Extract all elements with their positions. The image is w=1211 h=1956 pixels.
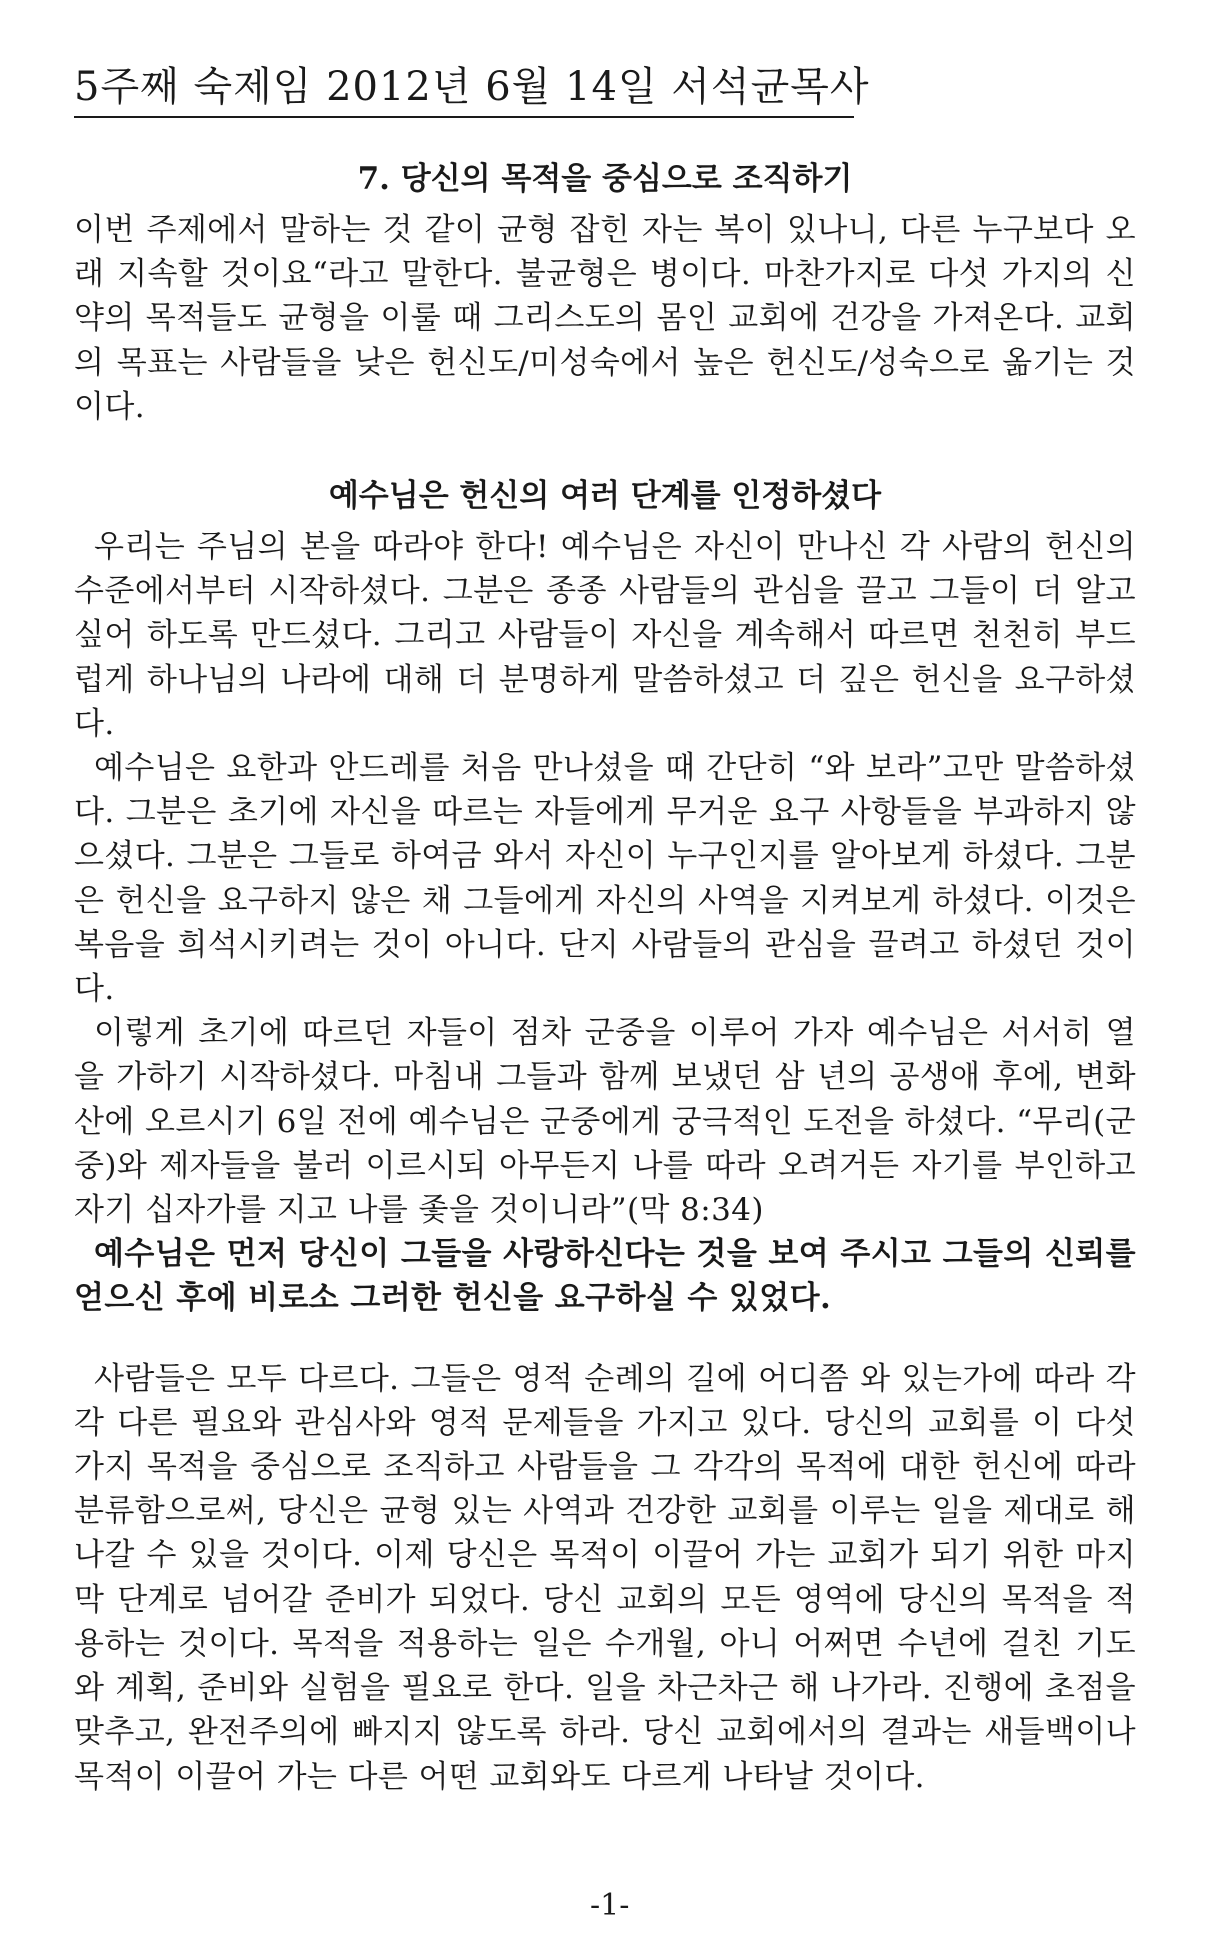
section1-paragraph: 이번 주제에서 말하는 것 같이 균형 잡힌 자는 복이 있나니, 다른 누구보다 오래 지속할 것이요“라고 말한다. 불균형은 병이다. 마찬가지로 다섯 가지의 신약의 목적들도 균형을 이룰 때 그리스도의 몸인 교회에 건강을 가져온다. 교회의 목표는 사람들을 낮은 헌신도/미성숙에서 높은 헌신도/성숙으로 옮기는 것이다.: [74, 212, 1136, 425]
section-spacer: [74, 429, 1136, 467]
section-spacer: [74, 1321, 1136, 1357]
section2-paragraph-4: 예수님은 먼저 당신이 그들을 사랑하신다는 것을 보여 주시고 그들의 신뢰를 얻으신 후에 비로소 그러한 헌신을 요구하실 수 있었다.: [74, 1236, 1136, 1317]
section2-paragraph-2: 예수님은 요한과 안드레를 처음 만나셨을 때 간단히 “와 보라”고만 말씀하셨다. 그분은 초기에 자신을 따르는 자들에게 무거운 요구 사항들을 부과하지 않으셨다. 그분은 그들로 하여금 와서 자신이 누구인지를 알아보게 하셨다. 그분은 헌신을 요구하지 않은 채 그들에게 자신의 사역을 지켜보게 하셨다. 이것은 복음을 희석시키려는 것이 아니다. 단지 사람들의 관심을 끌려고 하셨던 것이다.: [74, 750, 1136, 1008]
section-title-organize-by-purpose: 7. 당신의 목적을 중심으로 조직하기: [357, 161, 853, 197]
section2-paragraph-3: 이렇게 초기에 따르던 자들이 점차 군중을 이루어 가자 예수님은 서서히 열을 가하기 시작하셨다. 마침내 그들과 함께 보냈던 삼 년의 공생애 후에, 변화산에 오르시기 6일 전에 예수님은 군중에게 궁극적인 도전을 하셨다. “무리(군중)와 제자들을 불러 이르시되 아무든지 나를 따라 오려거든 자기를 부인하고 자기 십자가를 지고 나를 좇을 것이니라”(막 8:34): [74, 1015, 1136, 1229]
section-title-levels-of-commitment: 예수님은 헌신의 여러 단계를 인정하셨다: [328, 478, 882, 515]
page-number: -1-: [590, 1888, 630, 1923]
section3-paragraph: 사람들은 모두 다르다. 그들은 영적 순례의 길에 어디쯤 와 있는가에 따라 각각 다른 필요와 관심사와 영적 문제들을 가지고 있다. 당신의 교회를 이 다섯 가지 목적을 중심으로 조직하고 사람들을 그 각각의 목적에 대한 헌신에 따라 분류함으로써, 당신은 균형 있는 사역과 건강한 교회를 이루는 일을 제대로 해 나갈 수 있을 것이다. 이제 당신은 목적이 이끌어 가는 교회가 되기 위한 마지막 단계로 넘어갈 준비가 되었다. 당신 교회의 모든 영역에 당신의 목적을 적용하는 것이다. 목적을 적용하는 일은 수개월, 아니 어쩌면 수년에 걸친 기도와 계획, 준비와 실험을 필요로 한다. 일을 차근차근 해 나가라. 진행에 초점을 맞추고, 완전주의에 빠지지 않도록 하라. 당신 교회에서의 결과는 새들백이나 목적이 이끌어 가는 다른 어떤 교회와도 다르게 나타날 것이다.: [74, 1360, 1136, 1795]
section2-paragraph-1: 우리는 주님의 본을 따라야 한다! 예수님은 자신이 만나신 각 사람의 헌신의 수준에서부터 시작하셨다. 그분은 종종 사람들의 관심을 끌고 그들이 더 알고 싶어 하도록 만드셨다. 그리고 사람들이 자신을 계속해서 따르면 천천히 부드럽게 하나님의 나라에 대해 더 분명하게 말씀하셨고 더 깊은 헌신을 요구하셨다.: [74, 529, 1136, 742]
document-body: [74, 150, 1136, 1799]
document-header: 5주째 숙제임 2012년 6월 14일 서석균목사: [74, 60, 854, 118]
